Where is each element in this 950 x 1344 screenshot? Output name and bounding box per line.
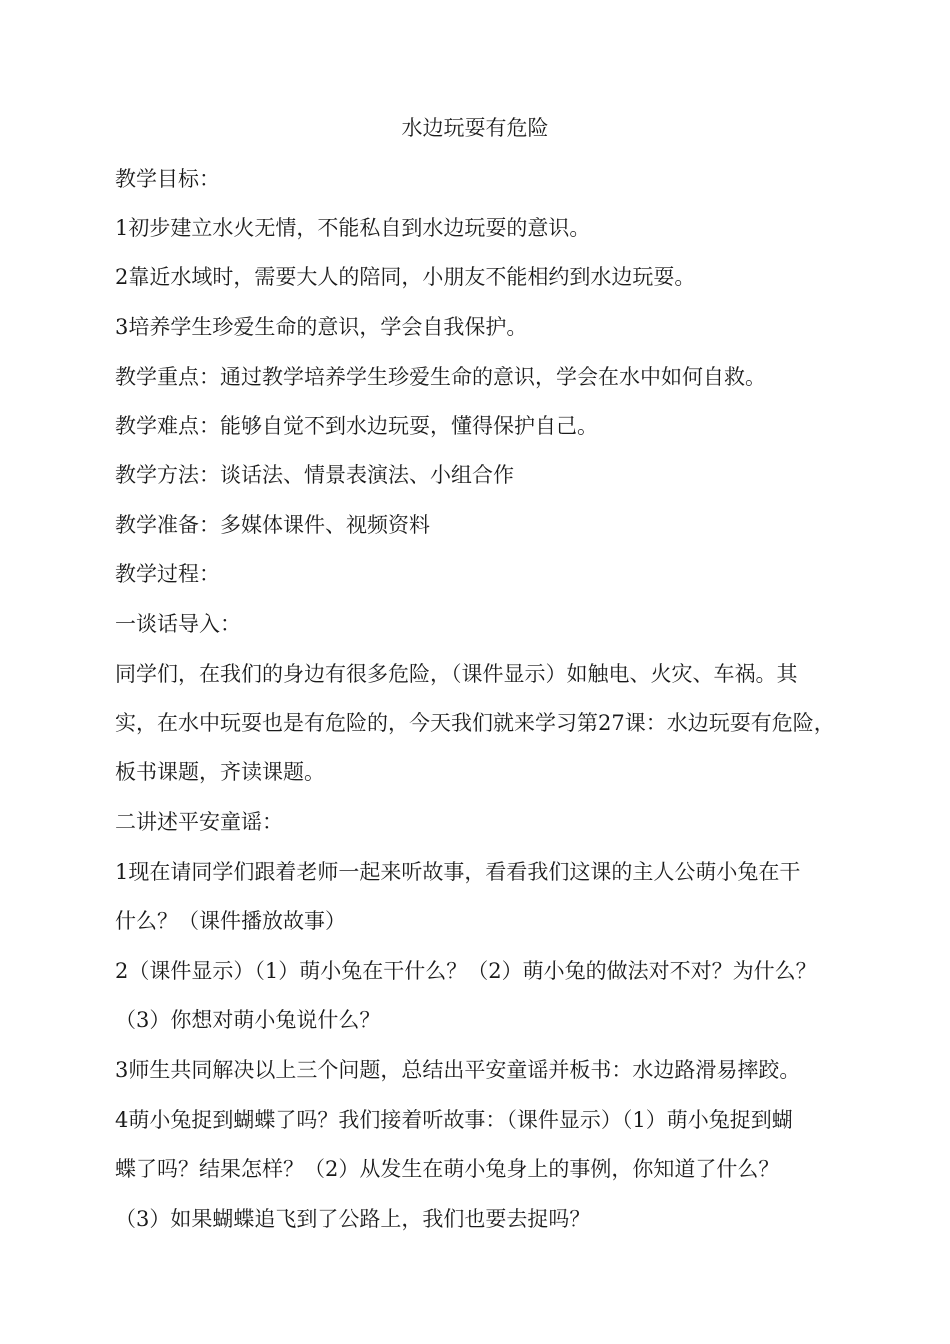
paragraph-line: 板书课题，齐读课题。: [115, 760, 325, 784]
section-heading-intro: 一谈话导入：: [115, 612, 241, 636]
paragraph-line: 3师生共同解决以上三个问题，总结出平安童谣并板书：水边路滑易摔跤。: [115, 1058, 801, 1082]
paragraph-line: （3）你想对萌小兔说什么？: [115, 1008, 381, 1032]
section-heading-objectives: 教学目标：: [115, 167, 220, 191]
teaching-preparation: 教学准备：多媒体课件、视频资料: [115, 513, 430, 537]
teaching-key-points: 教学重点：通过教学培养学生珍爱生命的意识，学会在水中如何自救。: [115, 365, 766, 389]
objective-item-1: 1初步建立水火无情，不能私自到水边玩耍的意识。: [115, 216, 591, 240]
section-heading-rhyme: 二讲述平安童谣：: [115, 810, 283, 834]
teaching-methods: 教学方法：谈话法、情景表演法、小组合作: [115, 463, 514, 487]
paragraph-line: （3）如果蝴蝶追飞到了公路上，我们也要去捉吗？: [115, 1207, 591, 1231]
teaching-difficulties: 教学难点：能够自觉不到水边玩耍，懂得保护自己。: [115, 414, 598, 438]
section-heading-process: 教学过程：: [115, 562, 220, 586]
paragraph-line: 实，在水中玩耍也是有危险的，今天我们就来学习第27课：水边玩耍有危险，: [115, 711, 835, 735]
paragraph-line: 蝶了吗？结果怎样？（2）从发生在萌小兔身上的事例，你知道了什么？: [115, 1157, 780, 1181]
paragraph-line: 什么？（课件播放故事）: [115, 909, 346, 933]
paragraph-line: 1现在请同学们跟着老师一起来听故事，看看我们这课的主人公萌小兔在干: [115, 860, 801, 884]
objective-item-3: 3培养学生珍爱生命的意识，学会自我保护。: [115, 315, 528, 339]
paragraph-line: 4萌小兔捉到蝴蝶了吗？我们接着听故事：（课件显示）（1）萌小兔捉到蝴: [115, 1108, 793, 1132]
paragraph-line: 同学们，在我们的身边有很多危险，（课件显示）如触电、火灾、车祸。其: [115, 662, 798, 686]
paragraph-line: 2（课件显示）（1）萌小兔在干什么？（2）萌小兔的做法对不对？为什么？: [115, 959, 817, 983]
objective-item-2: 2靠近水域时，需要大人的陪同，小朋友不能相约到水边玩耍。: [115, 265, 696, 289]
document-title: 水边玩耍有危险: [401, 116, 549, 140]
